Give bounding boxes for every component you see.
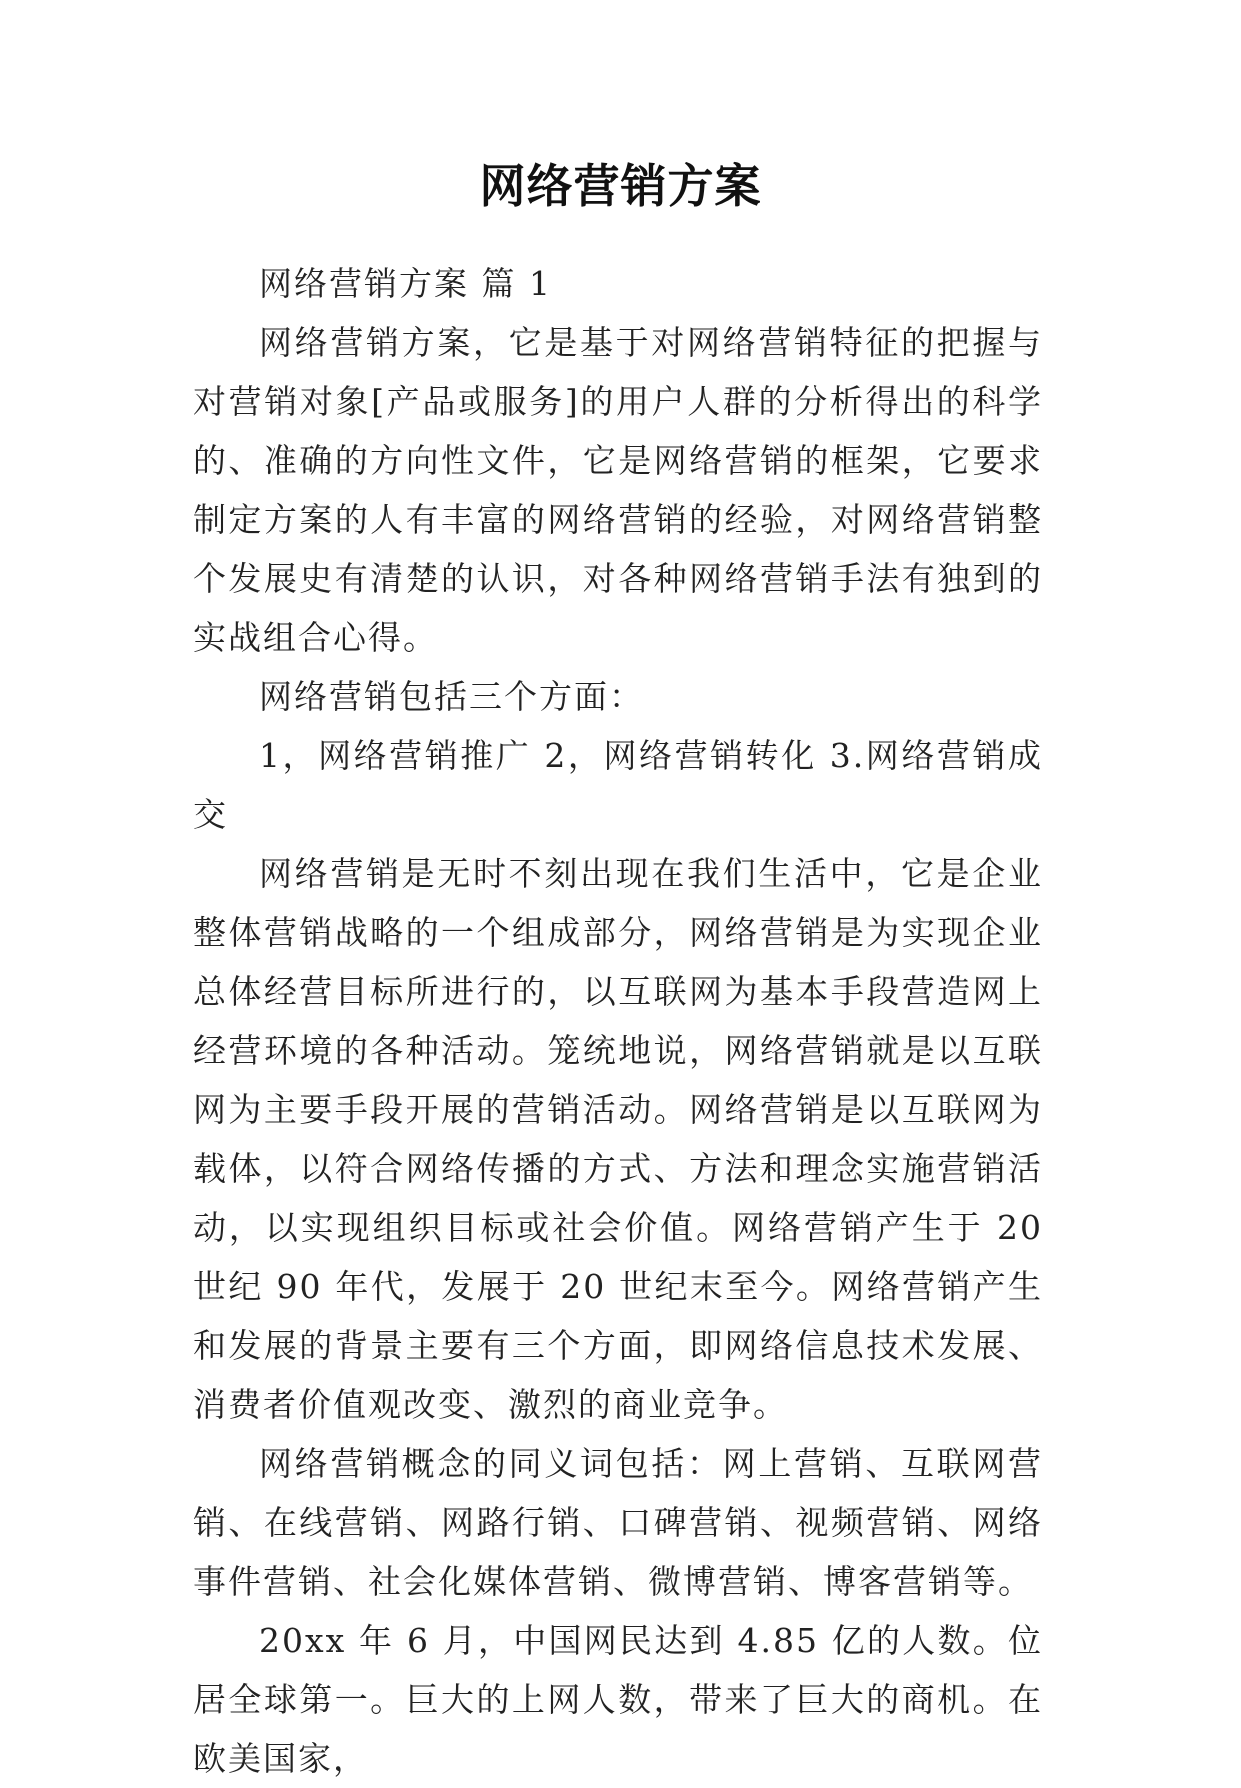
document-title: 网络营销方案 (479, 159, 762, 213)
paragraph: 网络营销方案，它是基于对网络营销特征的把握与对营销对象[产品或服务]的用户人群的分析得出的科学的、准确的方向性文件，它是网络营销的框架，它要求制定方案的人有丰富的网络营销的经验，对网络营销整个发展史有清楚的认识，对各种网络营销手法有独到的实战组合心得。 (193, 323, 1043, 657)
paragraph: 1，网络营销推广 2，网络营销转化 3.网络营销成交 (193, 736, 1043, 834)
paragraph: 网络营销是无时不刻出现在我们生活中，它是企业整体营销战略的一个组成部分，网络营销是为实现企业总体经营目标所进行的，以互联网为基本手段营造网上经营环境的各种活动。笼统地说，网络营销就是以互联网为主要手段开展的营销活动。网络营销是以互联网为载体，以符合网络传播的方式、方法和理念实施营销活动，以实现组织目标或社会价值。网络营销产生于 20 世纪 90 年代，发展于 20 世纪末至今。网络营销产生和发展的背景主要有三个方面，即网络信息技术发展、消费者价值观改变、激烈的商业竞争。 (193, 854, 1043, 1424)
paragraph: 20xx 年 6 月，中国网民达到 4.85 亿的人数。位居全球第一。巨大的上网人数，带来了巨大的商机。在欧美国家， (193, 1621, 1043, 1778)
document-body (193, 254, 1043, 1788)
section-heading: 网络营销方案 篇 1 (259, 264, 552, 303)
paragraph: 网络营销包括三个方面： (259, 677, 644, 716)
paragraph: 网络营销概念的同义词包括：网上营销、互联网营销、在线营销、网路行销、口碑营销、视频营销、网络事件营销、社会化媒体营销、微博营销、博客营销等。 (193, 1444, 1043, 1601)
